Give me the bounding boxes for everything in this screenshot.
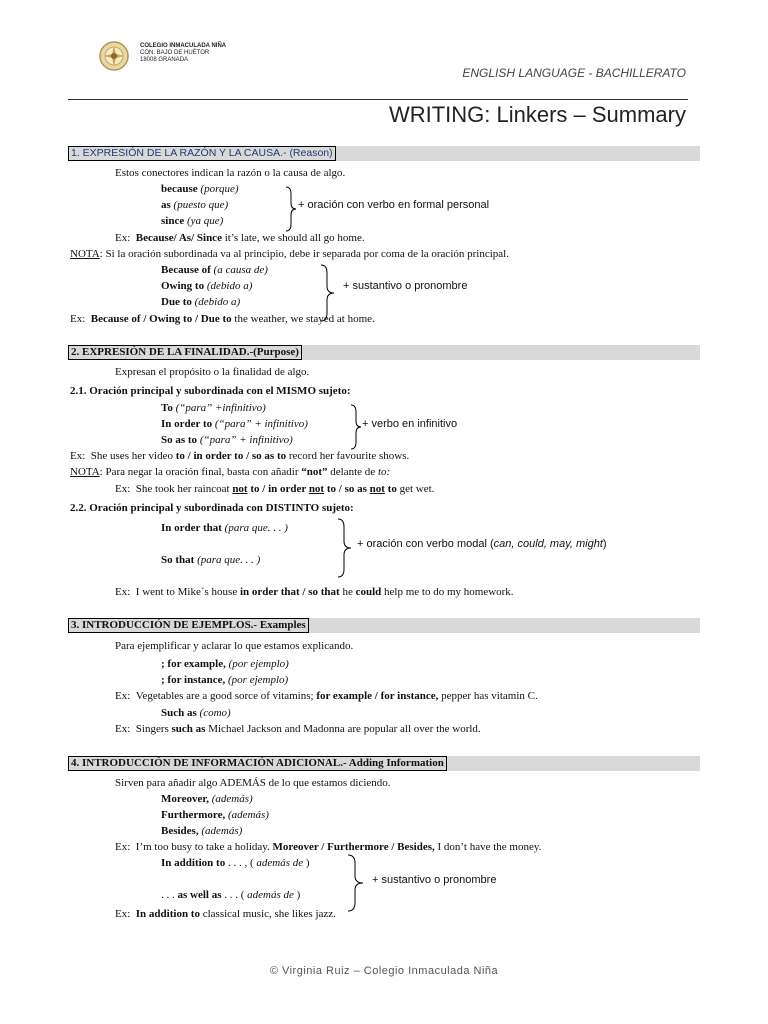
s2-ex3-bold: in order that / so that — [239, 586, 340, 598]
s1-owing-to: Owing to — [161, 280, 205, 292]
s1-example-1 — [115, 232, 365, 244]
s2-in-order-to-row — [161, 418, 308, 430]
s3-ex1-b: pepper has vitamin C. — [438, 690, 538, 702]
s4-ex2-bold: In addition to — [135, 908, 200, 920]
s2-nota — [70, 466, 390, 478]
s4-ex1-bold: Moreover / Furthermore / Besides, — [272, 841, 435, 853]
s1-since-row — [161, 215, 223, 227]
s4-furthermore-row — [161, 809, 269, 821]
s4-intro: Sirven para añadir algo ADEMÁS de lo que estamos diciendo. — [115, 777, 391, 789]
s2-ex2-not-3: not — [369, 483, 385, 495]
s4-as-well-as-dots: . . . ( — [224, 889, 245, 901]
s1-because-of-es: (a causa de) — [213, 264, 268, 276]
section-4-heading: 4. INTRODUCCIÓN DE INFORMACIÓN ADICIONAL.- Adding Information — [68, 756, 447, 771]
s3-ex1-a: Vegetables are a good sorce of vitamins; — [135, 690, 317, 702]
school-logo-icon — [98, 40, 130, 72]
section-1-heading-bar — [68, 146, 700, 161]
header-divider — [68, 99, 688, 100]
s2-sub-1: 2.1. Oración principal y subordinada con el MISMO sujeto: — [70, 385, 351, 397]
s3-for-instance-row — [161, 674, 288, 686]
s4-brace — [345, 854, 365, 912]
s1-brace-1 — [283, 186, 297, 232]
s1-ex2-bold: Because of / Owing to / Due to — [90, 313, 232, 325]
s4-ex1-label: Ex: — [115, 841, 131, 853]
s1-ex1-label: Ex: — [115, 232, 131, 244]
s2-ex3-label: Ex: — [115, 586, 131, 598]
s1-due-to: Due to — [161, 296, 192, 308]
s2-ex3-c: help me to do my homework. — [381, 586, 514, 598]
s4-besides-es: (además) — [201, 825, 243, 837]
s3-such-as-row — [161, 707, 231, 719]
s2-ex1-label: Ex: — [70, 450, 86, 462]
s2-brace-note-2b: can, could, may, might — [493, 538, 603, 550]
s2-in-order-to: In order to — [161, 418, 213, 430]
s4-as-well-as-close: ) — [296, 889, 301, 901]
s2-ex1-b: record her favourite shows. — [286, 450, 410, 462]
s2-in-order-that-es: (para que. . . ) — [224, 522, 288, 534]
s2-ex1-a: She uses her video — [90, 450, 176, 462]
s1-example-2 — [70, 313, 375, 325]
s2-nota-bold: “not” — [301, 466, 328, 478]
s2-brace-note-2a: + oración con verbo modal ( — [357, 538, 494, 550]
section-1-heading: 1. EXPRESIÓN DE LA RAZÓN Y LA CAUSA.- (Reason) — [68, 146, 336, 161]
s4-in-addition-to-close: ) — [305, 857, 310, 869]
s1-nota-text: : Si la oración subordinada va al principio, debe ir separada por coma de la oración principal. — [99, 248, 509, 260]
s2-brace-1 — [348, 404, 362, 450]
s1-as-row — [161, 199, 228, 211]
s3-ex2-bold: such as — [171, 723, 206, 735]
s1-since-es: (ya que) — [186, 215, 224, 227]
subject-label: ENGLISH LANGUAGE - BACHILLERATO — [462, 66, 686, 80]
s2-brace-2 — [335, 518, 353, 578]
s2-ex3-could: could — [355, 586, 382, 598]
s4-example-2 — [115, 908, 336, 920]
s3-ex1-bold: for example / for instance, — [316, 690, 439, 702]
s1-because-row — [161, 183, 239, 195]
s2-ex2-label: Ex: — [115, 483, 131, 495]
s2-so-as-to: So as to — [161, 434, 198, 446]
s1-intro: Estos conectores indican la razón o la causa de algo. — [115, 167, 346, 179]
s2-ex2-a: She took her raincoat — [135, 483, 233, 495]
section-3-heading: 3. INTRODUCCIÓN DE EJEMPLOS.- Examples — [68, 618, 309, 633]
s3-ex1-label: Ex: — [115, 690, 131, 702]
s3-ex2-label: Ex: — [115, 723, 131, 735]
section-3-heading-bar — [68, 618, 700, 633]
section-4-heading-bar — [68, 756, 700, 771]
s2-ex3-a: I went to Mike´s house — [135, 586, 240, 598]
s2-nota-it: to: — [377, 466, 391, 478]
s1-because-of-row — [161, 264, 268, 276]
s2-sub-2: 2.2. Oración principal y subordinada con DISTINTO sujeto: — [70, 502, 354, 514]
s2-to-es: (“para” +infinitivo) — [175, 402, 266, 414]
s2-example-2 — [115, 483, 434, 495]
s4-as-well-as-row — [161, 889, 300, 901]
section-2-heading: 2. EXPRESIÓN DE LA FINALIDAD.-(Purpose) — [68, 345, 302, 360]
s1-since: since — [161, 215, 185, 227]
s2-brace-note-2 — [357, 538, 607, 550]
s1-due-to-es: (debido a) — [194, 296, 241, 308]
s1-nota — [70, 248, 509, 260]
school-address-1: CON. BAJO DE HUÉTOR — [140, 50, 210, 56]
s4-furthermore-es: (además) — [228, 809, 269, 821]
s4-in-addition-to: In addition to — [161, 857, 226, 869]
s2-to: To — [161, 402, 173, 414]
s1-as: as — [161, 199, 171, 211]
s4-ex1-a: I’m too busy to take a holiday. — [135, 841, 273, 853]
s2-example-1 — [70, 450, 409, 462]
s3-for-example: ; for example, — [161, 658, 226, 670]
s2-ex2-b: get wet. — [396, 483, 435, 495]
s1-ex2-rest: the weather, we stayed at home. — [231, 313, 375, 325]
s2-ex2-not-2: not — [308, 483, 325, 495]
s2-ex2-to-2: to / so as — [324, 483, 370, 495]
s1-owing-to-row — [161, 280, 252, 292]
s3-example-1 — [115, 690, 538, 702]
s2-example-3 — [115, 586, 514, 598]
s3-for-example-row — [161, 658, 289, 670]
s2-nota-label: NOTA — [70, 466, 100, 478]
s3-example-2 — [115, 723, 481, 735]
s3-ex2-a: Singers — [135, 723, 172, 735]
s3-for-instance: ; for instance, — [161, 674, 226, 686]
s3-for-instance-es: (por ejemplo) — [228, 674, 289, 686]
s4-ex1-b: I don’t have the money. — [434, 841, 542, 853]
s1-ex2-label: Ex: — [70, 313, 86, 325]
s1-because-es: (porque) — [200, 183, 239, 195]
s2-in-order-to-es: (“para” + infinitivo) — [214, 418, 308, 430]
s1-brace-note-1: + oración con verbo en formal personal — [298, 199, 490, 211]
s1-nota-label: NOTA — [70, 248, 100, 260]
s4-besides-row — [161, 825, 242, 837]
s4-in-addition-to-es: además de — [256, 857, 304, 869]
s1-brace-note-2: + sustantivo o pronombre — [343, 280, 468, 292]
s2-ex2-to-3: to — [384, 483, 397, 495]
school-info — [140, 43, 226, 64]
s2-so-that-es: (para que. . . ) — [197, 554, 261, 566]
page-footer: © Virginia Ruiz – Colegio Inmaculada Niña — [269, 965, 499, 977]
s2-intro: Expresan el propósito o la finalidad de algo. — [115, 366, 310, 378]
s4-moreover-es: (además) — [211, 793, 253, 805]
s2-in-order-that: In order that — [161, 522, 222, 534]
s1-because: because — [161, 183, 198, 195]
s2-in-order-that-row — [161, 522, 288, 534]
s3-for-example-es: (por ejemplo) — [228, 658, 289, 670]
section-2-heading-bar — [68, 345, 700, 360]
s4-besides: Besides, — [161, 825, 199, 837]
s1-as-es: (puesto que) — [173, 199, 229, 211]
s3-such-as-es: (como) — [199, 707, 231, 719]
s4-as-well-as: as well as — [177, 889, 222, 901]
s2-brace-note-2c: ) — [602, 538, 607, 550]
s2-so-as-to-es: (“para” + infinitivo) — [199, 434, 293, 446]
s3-intro: Para ejemplificar y aclarar lo que estamos explicando. — [115, 640, 354, 652]
s2-ex3-b: he — [339, 586, 356, 598]
s4-in-addition-to-dots: . . . , ( — [227, 857, 254, 869]
page-title: WRITING: Linkers – Summary — [388, 102, 686, 127]
s4-brace-note: + sustantivo o pronombre — [372, 874, 497, 886]
s4-furthermore: Furthermore, — [161, 809, 226, 821]
s2-so-as-to-row — [161, 434, 293, 446]
s3-ex2-b: Michael Jackson and Madonna are popular all over the world. — [205, 723, 481, 735]
school-name: COLEGIO INMACULADA NIÑA — [140, 43, 227, 49]
s2-nota-b: delante de — [327, 466, 378, 478]
s4-ex2-rest: classical music, she likes jazz. — [199, 908, 336, 920]
s1-ex1-rest: it’s late, we should all go home. — [221, 232, 365, 244]
s2-ex2-not-1: not — [232, 483, 248, 495]
s1-because-of: Because of — [161, 264, 211, 276]
s4-example-1 — [115, 841, 541, 853]
s2-nota-a: : Para negar la oración final, basta con añadir — [99, 466, 302, 478]
s3-such-as: Such as — [161, 707, 197, 719]
s1-ex1-bold: Because/ As/ Since — [135, 232, 222, 244]
school-address-2: 18008 GRANADA — [140, 57, 189, 63]
s4-moreover-row — [161, 793, 253, 805]
s2-so-that: So that — [161, 554, 195, 566]
s1-due-to-row — [161, 296, 240, 308]
s4-moreover: Moreover, — [161, 793, 209, 805]
s1-owing-to-es: (debido a) — [206, 280, 253, 292]
s2-so-that-row — [161, 554, 260, 566]
s2-to-row — [161, 402, 266, 414]
s2-ex2-to-1: to / in order — [247, 483, 309, 495]
s4-in-addition-to-row — [161, 857, 310, 869]
s2-ex1-bold: to / in order to / so as to — [175, 450, 287, 462]
s2-brace-note-1: + verbo en infinitivo — [362, 418, 458, 430]
s4-ex2-label: Ex: — [115, 908, 131, 920]
s4-as-well-as-es: además de — [247, 889, 294, 901]
s4-as-well-as-pre: . . . — [161, 889, 178, 901]
